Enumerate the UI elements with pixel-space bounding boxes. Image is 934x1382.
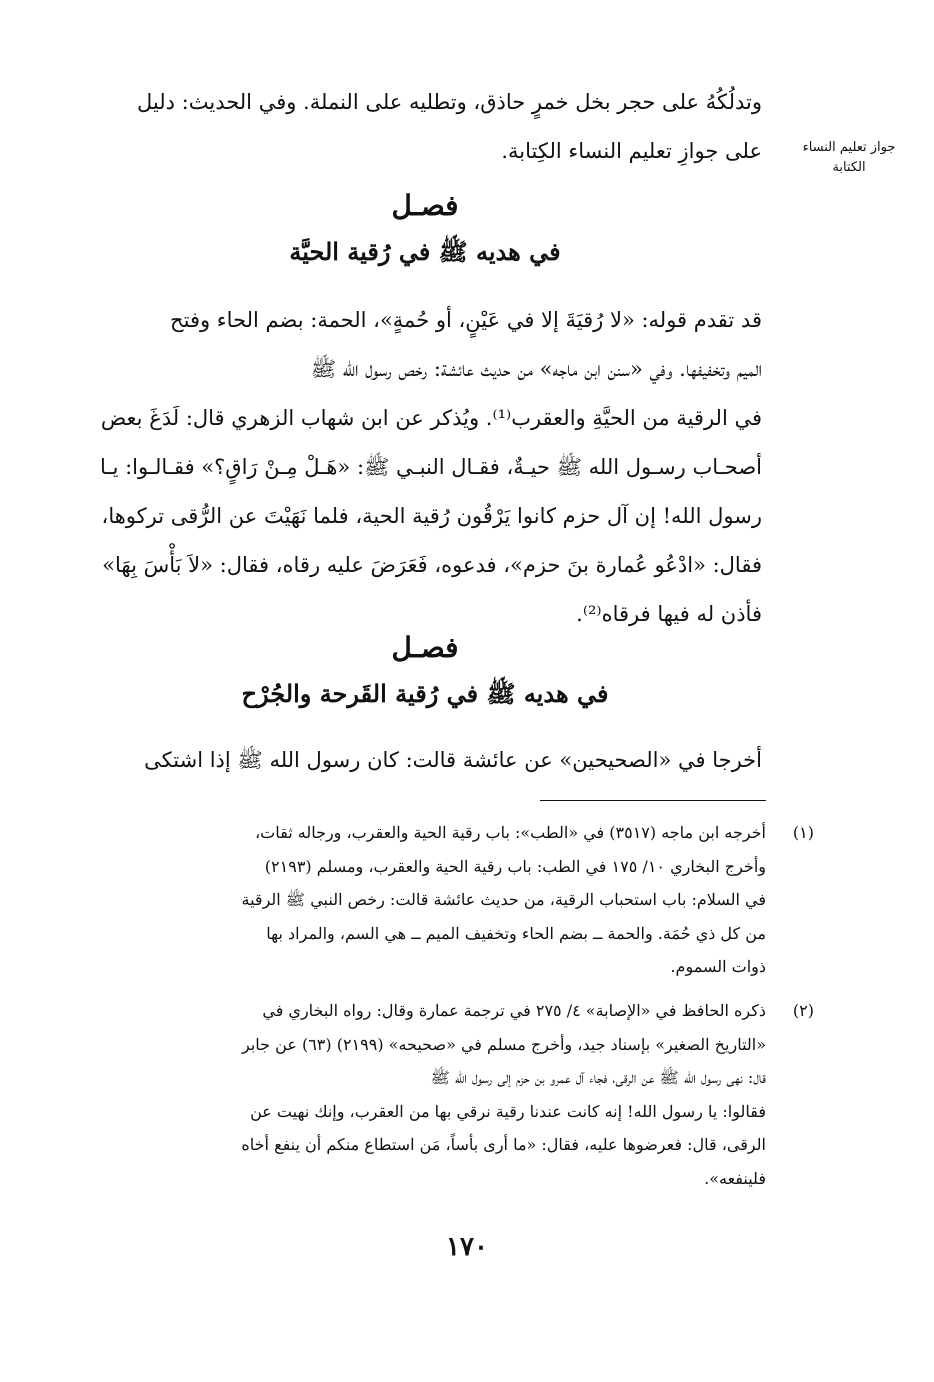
text-line: وتدلُكُهُ على حجر بخل خمرٍ حاذق، وتطليه على النملة. وفي الحديث: دليل [137,90,762,114]
text-line: فأذن له فيها فرقاه⁽²⁾. [576,602,762,626]
footnote-line: ذكره الحافظ في «الإصابة» ٤/ ٢٧٥ في ترجمة عمارة وقال: رواه البخاري في [262,1001,766,1020]
footnote-line: «التاريخ الصغير» بإسناد جيد، وأخرج مسلم في «صحيحه» (٢١٩٩) (٦٣) عن جابر [242,1034,766,1054]
section-subtitle: في هديه ﷺ في رُقية القَرحة والجُرْح [241,679,609,708]
page-number: ١٧٠ [446,1232,488,1262]
section-heading-1 [88,186,762,272]
intro-paragraph [88,78,762,176]
footnote-separator [540,800,766,801]
footnote-line: من كل ذي حُمَة. والحمة ــ بضم الحاء وتخفيف الميم ــ هي السم، والمراد بها [266,923,766,943]
section-title: فصـل [391,631,459,664]
footnote-number: (١) [792,823,814,842]
margin-note-line: الكتابة [832,160,866,175]
section-title: فصـل [391,189,459,222]
footnote-line: فقالوا: يا رسول الله! إنه كانت عندنا رقية نرقي بها من العقرب، وإنك نهيت عن [250,1101,766,1121]
text-line: في الرقية من الحيَّةِ والعقرب⁽¹⁾. ويُذكر عن ابن شهاب الزهري قال: لَدَغَ بعض [100,406,762,430]
section2-paragraph [88,736,762,785]
text-line: أصحـاب رسـول الله ﷺ حيـةٌ، فقـال النبـي ﷺ: «هَـلْ مِـنْ رَاقٍ؟» فقـالـوا: يـا [100,455,762,479]
section-subtitle: في هديه ﷺ في رُقية الحيَّة [289,237,561,266]
margin-note-line: جواز تعليم النساء [802,140,896,155]
footnote-2 [174,994,766,1195]
footnote-line: قال: نهى رسول الله ﷺ عن الرقى، فجاء آل عمرو بن حزم إلى رسول الله ﷺ [430,1068,766,1087]
text-line: رسول الله! إن آل حزم كانوا يَرْقُون رُقية الحية، فلما نَهَيْتَ عن الرُّقى تركوها، [101,504,762,528]
footnote-line: ذوات السموم. [670,957,766,976]
footnote-line: في السلام: باب استحباب الرقية، من حديث عائشة قالت: رخص النبي ﷺ الرقية [241,890,766,909]
footnote-number: (٢) [792,1001,814,1020]
margin-note [794,138,904,178]
text-line: الميم وتخفيفها. وفي «سنن ابن ماجه» من حديث عائشة: رخص رسول الله ﷺ [310,357,762,381]
section1-paragraph [88,296,762,639]
footnote-1 [174,816,766,984]
text-line: فقال: «ادْعُو عُمارة بنَ حزم»، فدعوه، فَعَرَضَ عليه رقاه، فقال: «لاَ بَأْسَ بِهَا» [102,553,762,577]
text-line: على جوازِ تعليم النساء الكِتابة. [501,139,762,163]
footnote-line: أخرجه ابن ماجه (٣٥١٧) في «الطب»: باب رقية الحية والعقرب، ورجاله ثقات، [255,823,766,842]
footnote-line: وأخرج البخاري ١٠/ ١٧٥ في الطب: باب رقية الحية والعقرب، ومسلم (٢١٩٣) [264,856,766,876]
text-line: قد تقدم قوله: «لا رُقيَةَ إلا في عَيْنٍ، أو حُمةٍ»، الحمة: بضم الحاء وفتح [170,308,762,332]
section-heading-2 [88,628,762,714]
text-line: أخرجا في «الصحيحين» عن عائشة قالت: كان رسول الله ﷺ إذا اشتكى [144,748,762,772]
footnote-line: الرقى، قال: فعرضوها عليه، فقال: «ما أرى بأساً، مَن استطاع منكم أن ينفع أخاه [241,1135,766,1154]
footnote-line: فلينفعه». [704,1168,766,1188]
